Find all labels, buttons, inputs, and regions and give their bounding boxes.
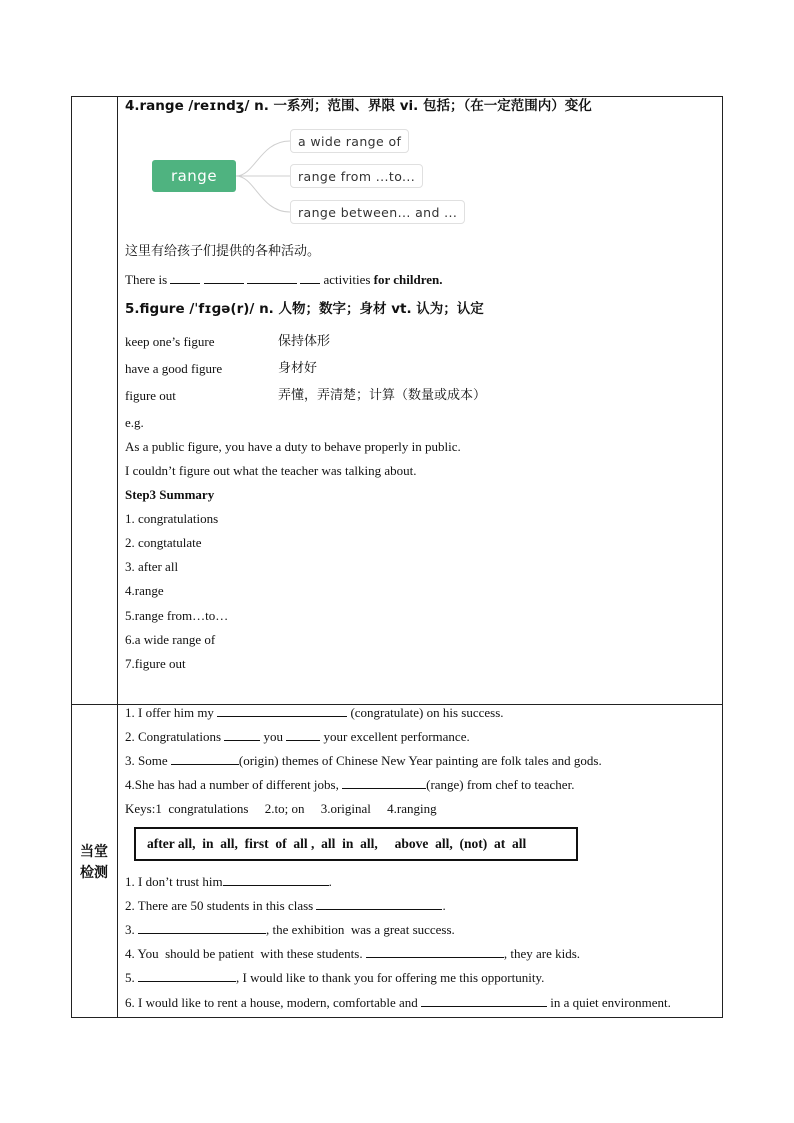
q-text: 5.	[125, 970, 135, 985]
blank[interactable]	[224, 729, 260, 741]
figure-phrase-cn: 弄懂，弄清楚；计算（数量或成本）	[278, 388, 487, 403]
blank[interactable]	[316, 898, 442, 910]
fill-prefix: There is	[125, 272, 168, 287]
exercise1-q4	[125, 777, 574, 793]
figure-phrase-en: have a good figure	[125, 361, 223, 376]
range-heading: 4.range /reɪndʒ/ n. 一系列；范围、界限 vi. 包括；（在一定范围内）变化	[125, 98, 592, 114]
q-text: , I would like to thank you for offering me this opportunity.	[236, 970, 545, 985]
section-label: 当堂检测	[80, 844, 108, 881]
q-text: .	[442, 898, 446, 913]
blank[interactable]	[247, 272, 297, 284]
exercise2-q1	[125, 874, 332, 890]
exercise2-q3	[125, 922, 455, 938]
fill-mid: activities	[323, 272, 371, 287]
blank[interactable]	[421, 995, 547, 1007]
figure-example: I couldn’t figure out what the teacher was talking about.	[125, 463, 417, 478]
summary-item: 6.a wide range of	[125, 632, 216, 647]
exercise2-q4	[125, 946, 580, 962]
blank[interactable]	[223, 874, 329, 886]
range-example-chinese: 这里有给孩子们提供的各种活动。	[125, 244, 321, 259]
phrase-box: after all, in all, first of all , all in all, above all, (not) at all	[134, 827, 578, 861]
summary-item: 2. congtatulate	[125, 535, 202, 550]
exercise2-q5	[125, 970, 544, 986]
figure-phrase-cn: 身材好	[278, 361, 318, 376]
figure-phrase-en: figure out	[125, 388, 176, 403]
eg-label: e.g.	[125, 415, 144, 430]
exercise1-q3	[125, 753, 602, 769]
q-text: you	[263, 729, 284, 744]
mindmap-branch: a wide range of	[290, 129, 409, 153]
mindmap-branch: range between... and ...	[290, 200, 465, 224]
exercise2-q2	[125, 898, 446, 914]
figure-phrase-cn: 保持体形	[278, 334, 331, 349]
blank[interactable]	[286, 729, 320, 741]
q-text: .	[328, 874, 332, 889]
q-text: 4.She has had a number of different jobs,	[125, 777, 339, 792]
q-text: in a quiet environment.	[550, 995, 671, 1010]
mindmap-branch: range from ...to...	[290, 164, 423, 188]
blank[interactable]	[366, 946, 504, 958]
summary-heading: Step3 Summary	[125, 487, 215, 502]
blank[interactable]	[170, 272, 200, 284]
exercise2-q6	[125, 995, 671, 1011]
blank[interactable]	[138, 922, 266, 934]
q-text: 1. I offer him my	[125, 705, 214, 720]
summary-item: 5.range from…to…	[125, 608, 229, 623]
mindmap-root: range	[152, 160, 236, 192]
q-text: (origin) themes of Chinese New Year painting are folk tales and gods.	[238, 753, 602, 768]
q-text: , they are kids.	[503, 946, 581, 961]
q-text: 2. Congratulations	[125, 729, 222, 744]
blank[interactable]	[342, 777, 426, 789]
summary-item: 1. congratulations	[125, 511, 219, 526]
q-text: 4. You should be patient with these students.	[125, 946, 363, 961]
answer-keys: Keys:1 congratulations 2.to; on 3.original 4.ranging	[125, 801, 437, 816]
blank[interactable]	[217, 705, 347, 717]
figure-phrase-en: keep one’s figure	[125, 334, 215, 349]
fill-suffix: for children.	[373, 272, 443, 287]
q-text: 1. I don’t trust him	[125, 874, 223, 889]
blank[interactable]	[138, 970, 236, 982]
exercise1-q2	[125, 729, 470, 745]
blank[interactable]	[300, 272, 320, 284]
q-text: your excellent performance.	[323, 729, 470, 744]
figure-example: As a public figure, you have a duty to behave properly in public.	[125, 439, 461, 454]
q-text: (congratulate) on his success.	[350, 705, 504, 720]
summary-item: 3. after all	[125, 559, 179, 574]
q-text: 3.	[125, 922, 135, 937]
q-text: 2. There are 50 students in this class	[125, 898, 314, 913]
q-text: , the exhibition was a great success.	[266, 922, 455, 937]
q-text: 3. Some	[125, 753, 168, 768]
exercise1-q1	[125, 705, 504, 721]
blank[interactable]	[204, 272, 244, 284]
q-text: 6. I would like to rent a house, modern, comfortable and	[125, 995, 418, 1010]
summary-item: 7.figure out	[125, 656, 186, 671]
figure-heading: 5.figure /ˈfɪɡə(r)/ n. 人物；数字；身材 vt. 认为；认定	[125, 301, 484, 317]
q-text: (range) from chef to teacher.	[426, 777, 575, 792]
connector-1	[236, 141, 290, 176]
connector-3	[236, 176, 290, 212]
blank[interactable]	[171, 753, 239, 765]
summary-item: 4.range	[125, 583, 164, 598]
range-fill-sentence	[125, 272, 443, 288]
